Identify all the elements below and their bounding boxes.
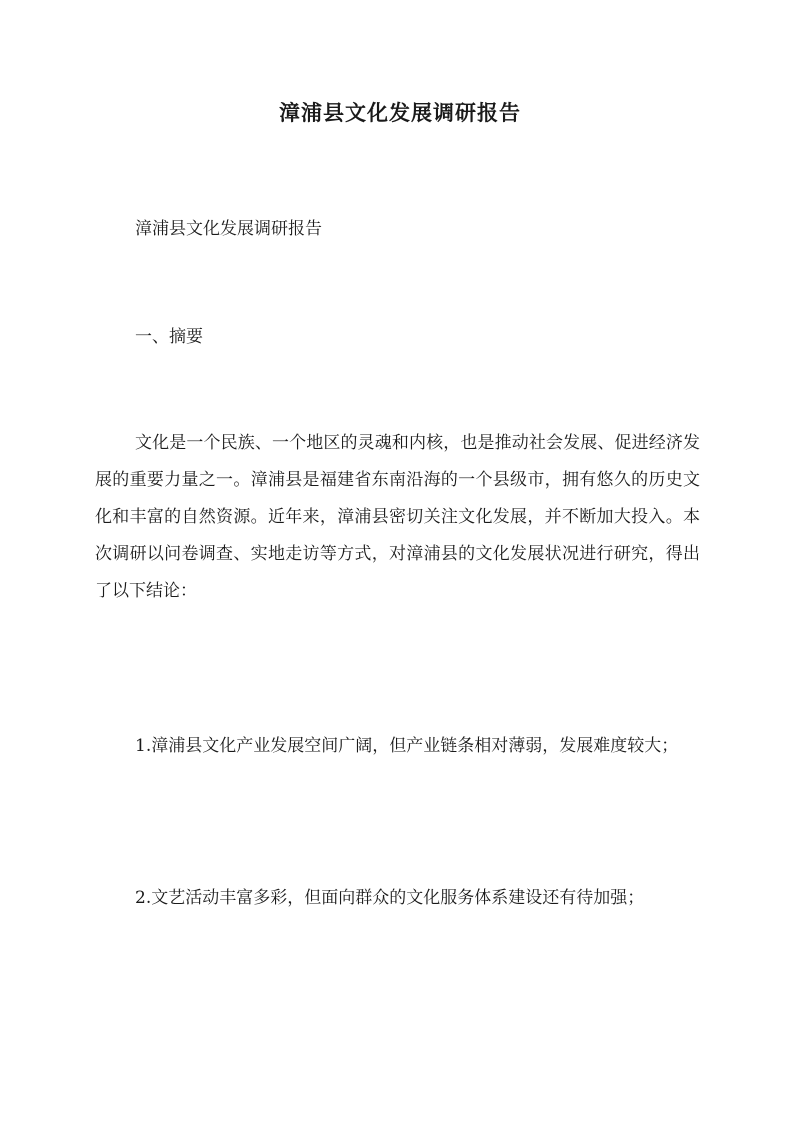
- document-title: 漳浦县文化发展调研报告: [279, 100, 521, 125]
- intro-paragraph: 文化是一个民族、一个地区的灵魂和内核，也是推动社会发展、促进经济发展的重要力量之一。漳浦县是福建省东南沿海的一个县级市，拥有悠久的历史文化和丰富的自然资源。近年来，漳浦县密切关注文化发展，并不断加大投入。本次调研以问卷调查、实地走访等方式，对漳浦县的文化发展状况进行研究，得出了以下结论：: [95, 433, 700, 601]
- conclusion-item: 2.文艺活动丰富多彩，但面向群众的文化服务体系建设还有待加强；: [135, 888, 645, 908]
- conclusion-item: 1.漳浦县文化产业发展空间广阔，但产业链条相对薄弱，发展难度较大；: [135, 736, 679, 756]
- document-subtitle: 漳浦县文化发展调研报告: [135, 219, 322, 239]
- section-heading-summary: 一、摘要: [135, 327, 203, 347]
